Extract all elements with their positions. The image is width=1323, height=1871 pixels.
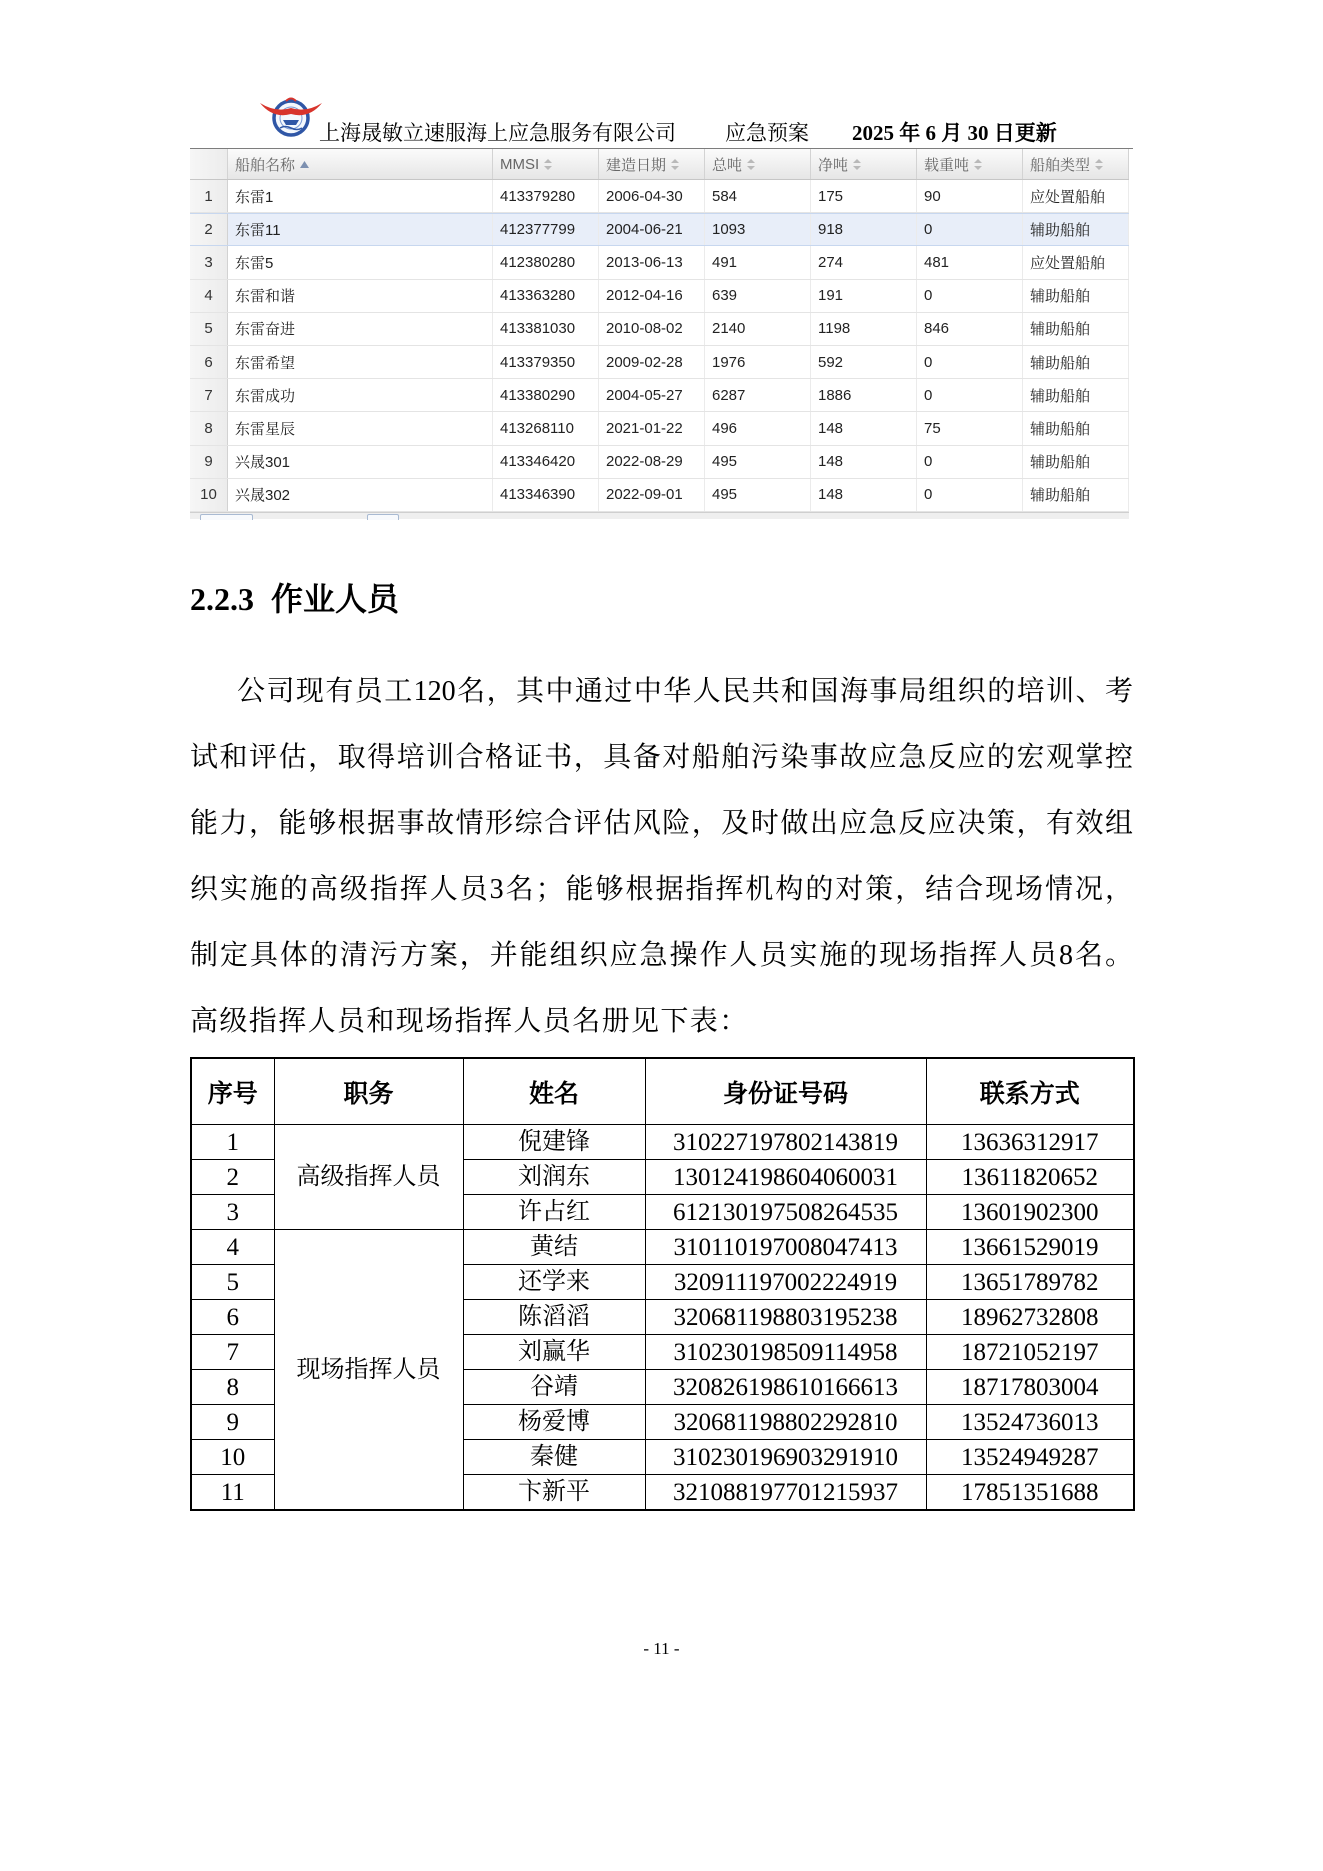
grid-cell-deadweight: 0 <box>917 479 1023 511</box>
personnel-id-number: 310227197802143819 <box>645 1125 926 1160</box>
sort-both-icon <box>747 159 755 170</box>
personnel-header-row <box>191 1058 1134 1125</box>
grid-cell-mmsi: 413380290 <box>493 379 599 411</box>
personnel-id-number: 310230198509114958 <box>645 1335 926 1370</box>
grid-cell-ship-type: 辅助船舶 <box>1023 214 1129 245</box>
grid-cell-mmsi: 413381030 <box>493 313 599 345</box>
grid-cell-mmsi: 413346390 <box>493 479 599 511</box>
personnel-phone: 18962732808 <box>926 1300 1134 1335</box>
grid-cell-ship-type: 应处置船舶 <box>1023 180 1129 212</box>
personnel-name: 刘润东 <box>463 1160 645 1195</box>
personnel-id-number: 320826198610166613 <box>645 1370 926 1405</box>
personnel-id-number: 310110197008047413 <box>645 1230 926 1265</box>
grid-cell-built-date: 2010-08-02 <box>599 313 705 345</box>
grid-header-row-number <box>190 149 228 179</box>
grid-cell-mmsi: 412380280 <box>493 246 599 278</box>
paragraph-line: 高级指挥人员和现场指挥人员名册见下表： <box>190 1006 749 1037</box>
personnel-name: 陈滔滔 <box>463 1300 645 1335</box>
grid-cell-gross-tonnage: 2140 <box>705 313 811 345</box>
grid-cell-gross-tonnage: 496 <box>705 412 811 444</box>
grid-cell-gross-tonnage: 6287 <box>705 379 811 411</box>
grid-cell-deadweight: 90 <box>917 180 1023 212</box>
grid-row-number: 9 <box>190 446 228 478</box>
grid-cell-built-date: 2022-08-29 <box>599 446 705 478</box>
personnel-no: 11 <box>191 1475 274 1511</box>
grid-cell-gross-tonnage: 495 <box>705 479 811 511</box>
personnel-no: 2 <box>191 1160 274 1195</box>
grid-row-number: 1 <box>190 180 228 212</box>
grid-cell-built-date: 2004-06-21 <box>599 214 705 245</box>
grid-row <box>190 379 1129 412</box>
grid-cell-mmsi: 413379280 <box>493 180 599 212</box>
grid-header-label: MMSI <box>500 155 540 173</box>
company-logo <box>259 90 323 138</box>
header-company-name: 上海晟敏立速服海上应急服务有限公司 <box>319 121 676 145</box>
grid-cell-built-date: 2012-04-16 <box>599 280 705 312</box>
personnel-role: 现场指挥人员 <box>274 1230 463 1511</box>
grid-header-label: 建造日期 <box>606 156 667 174</box>
personnel-id-number: 612130197508264535 <box>645 1195 926 1230</box>
grid-pager-button <box>367 514 399 520</box>
grid-cell-deadweight: 846 <box>917 313 1023 345</box>
personnel-id-number: 310230196903291910 <box>645 1440 926 1475</box>
grid-cell-ship-type: 辅助船舶 <box>1023 479 1129 511</box>
personnel-name: 秦健 <box>463 1440 645 1475</box>
personnel-no: 1 <box>191 1125 274 1160</box>
personnel-phone: 13661529019 <box>926 1230 1134 1265</box>
personnel-role: 高级指挥人员 <box>274 1125 463 1230</box>
grid-cell-net-tonnage: 1198 <box>811 313 917 345</box>
grid-cell-net-tonnage: 148 <box>811 446 917 478</box>
section-title: 作业人员 <box>271 581 400 617</box>
grid-cell-ship-type: 辅助船舶 <box>1023 412 1129 444</box>
personnel-name: 许占红 <box>463 1195 645 1230</box>
personnel-name: 卞新平 <box>463 1475 645 1511</box>
grid-row <box>190 180 1129 213</box>
grid-cell-deadweight: 0 <box>917 280 1023 312</box>
header-updated-date: 2025 年 6 月 30 日更新 <box>852 121 1057 145</box>
personnel-no: 5 <box>191 1265 274 1300</box>
grid-header-ship-type <box>1023 149 1129 179</box>
personnel-phone: 18717803004 <box>926 1370 1134 1405</box>
personnel-no: 3 <box>191 1195 274 1230</box>
section-number: 2.2.3 <box>190 581 254 617</box>
page-number: - 11 - <box>643 1639 680 1658</box>
grid-cell-net-tonnage: 191 <box>811 280 917 312</box>
grid-cell-deadweight: 481 <box>917 246 1023 278</box>
grid-cell-mmsi: 413268110 <box>493 412 599 444</box>
personnel-no: 4 <box>191 1230 274 1265</box>
grid-header-ship-name <box>228 149 493 179</box>
paragraph-line: 试和评估，取得培训合格证书，具备对船舶污染事故应急反应的宏观掌控 <box>190 742 1133 773</box>
personnel-phone: 13601902300 <box>926 1195 1134 1230</box>
grid-row-selected <box>190 213 1129 246</box>
grid-cell-deadweight: 0 <box>917 214 1023 245</box>
personnel-phone: 17851351688 <box>926 1475 1134 1511</box>
grid-row-number: 7 <box>190 379 228 411</box>
personnel-name: 谷靖 <box>463 1370 645 1405</box>
personnel-phone: 13651789782 <box>926 1265 1134 1300</box>
sort-both-icon <box>1095 159 1103 170</box>
grid-header-gross-tonnage <box>705 149 811 179</box>
paragraph-line: 制定具体的清污方案，并能组织应急操作人员实施的现场指挥人员8名。 <box>190 940 1133 971</box>
grid-row <box>190 412 1129 445</box>
grid-cell-mmsi: 412377799 <box>493 214 599 245</box>
grid-cell-gross-tonnage: 584 <box>705 180 811 212</box>
grid-header-label: 净吨 <box>818 156 849 174</box>
personnel-name: 还学来 <box>463 1265 645 1300</box>
grid-header-label: 船舶名称 <box>235 156 296 174</box>
grid-cell-deadweight: 75 <box>917 412 1023 444</box>
grid-cell-ship-name: 东雷希望 <box>228 346 493 378</box>
grid-cell-gross-tonnage: 495 <box>705 446 811 478</box>
paragraph-line: 能力，能够根据事故情形综合评估风险，及时做出应急反应决策，有效组 <box>190 808 1133 839</box>
grid-cell-gross-tonnage: 1093 <box>705 214 811 245</box>
header-no: 序号 <box>191 1058 274 1125</box>
sort-both-icon <box>853 159 861 170</box>
grid-cell-net-tonnage: 148 <box>811 479 917 511</box>
grid-cell-net-tonnage: 148 <box>811 412 917 444</box>
sort-asc-icon <box>300 161 309 168</box>
header-phone: 联系方式 <box>926 1058 1134 1125</box>
grid-row <box>190 313 1129 346</box>
personnel-name: 刘赢华 <box>463 1335 645 1370</box>
personnel-phone: 13636312917 <box>926 1125 1134 1160</box>
grid-cell-built-date: 2009-02-28 <box>599 346 705 378</box>
grid-cell-ship-name: 东雷和谐 <box>228 280 493 312</box>
grid-header-built-date <box>599 149 705 179</box>
grid-cell-mmsi: 413346420 <box>493 446 599 478</box>
grid-cell-deadweight: 0 <box>917 379 1023 411</box>
grid-row <box>190 446 1129 479</box>
personnel-table-body <box>191 1125 1134 1511</box>
grid-cell-deadweight: 0 <box>917 446 1023 478</box>
personnel-id-number: 320911197002224919 <box>645 1265 926 1300</box>
grid-row <box>190 346 1129 379</box>
grid-cell-ship-name: 东雷11 <box>228 214 493 245</box>
grid-header-net-tonnage <box>811 149 917 179</box>
grid-header-label: 载重吨 <box>924 156 970 174</box>
paragraph-line: 织实施的高级指挥人员3名；能够根据指挥机构的对策，结合现场情况， <box>190 874 1133 905</box>
vessel-grid <box>190 149 1129 512</box>
grid-cell-ship-name: 兴晟301 <box>228 446 493 478</box>
grid-row-number: 2 <box>190 214 228 245</box>
grid-cell-ship-name: 东雷成功 <box>228 379 493 411</box>
grid-row-number: 5 <box>190 313 228 345</box>
grid-row-number: 8 <box>190 412 228 444</box>
grid-cell-mmsi: 413379350 <box>493 346 599 378</box>
personnel-table <box>190 1057 1135 1511</box>
personnel-id-number: 320681198802292810 <box>645 1405 926 1440</box>
personnel-phone: 13611820652 <box>926 1160 1134 1195</box>
grid-cell-built-date: 2004-05-27 <box>599 379 705 411</box>
grid-cell-gross-tonnage: 639 <box>705 280 811 312</box>
grid-cell-ship-type: 辅助船舶 <box>1023 446 1129 478</box>
grid-row-number: 3 <box>190 246 228 278</box>
sort-both-icon <box>974 159 982 170</box>
personnel-id-number: 320681198803195238 <box>645 1300 926 1335</box>
grid-cell-ship-name: 东雷5 <box>228 246 493 278</box>
grid-header-mmsi <box>493 149 599 179</box>
grid-row-number: 10 <box>190 479 228 511</box>
grid-cell-gross-tonnage: 1976 <box>705 346 811 378</box>
grid-cell-ship-name: 兴晟302 <box>228 479 493 511</box>
grid-cell-ship-name: 东雷星辰 <box>228 412 493 444</box>
personnel-row <box>191 1230 1134 1265</box>
grid-cell-net-tonnage: 592 <box>811 346 917 378</box>
personnel-row <box>191 1125 1134 1160</box>
section-heading <box>190 579 399 619</box>
grid-cell-ship-type: 应处置船舶 <box>1023 246 1129 278</box>
grid-cell-gross-tonnage: 491 <box>705 246 811 278</box>
personnel-phone: 18721052197 <box>926 1335 1134 1370</box>
personnel-phone: 13524949287 <box>926 1440 1134 1475</box>
grid-cell-net-tonnage: 1886 <box>811 379 917 411</box>
grid-cell-deadweight: 0 <box>917 346 1023 378</box>
personnel-no: 7 <box>191 1335 274 1370</box>
grid-header-deadweight <box>917 149 1023 179</box>
personnel-name: 黄结 <box>463 1230 645 1265</box>
header-id-number: 身份证号码 <box>645 1058 926 1125</box>
personnel-no: 9 <box>191 1405 274 1440</box>
grid-header-label: 总吨 <box>712 156 743 174</box>
grid-cell-ship-type: 辅助船舶 <box>1023 346 1129 378</box>
grid-header-row <box>190 149 1129 180</box>
body-paragraph <box>190 659 1133 1055</box>
grid-cell-built-date: 2013-06-13 <box>599 246 705 278</box>
grid-pager-button <box>200 514 253 520</box>
grid-cell-net-tonnage: 274 <box>811 246 917 278</box>
grid-cell-ship-type: 辅助船舶 <box>1023 379 1129 411</box>
grid-pager-strip <box>190 512 1129 519</box>
grid-cell-built-date: 2006-04-30 <box>599 180 705 212</box>
personnel-id-number: 130124198604060031 <box>645 1160 926 1195</box>
company-logo-graphic <box>259 90 323 138</box>
personnel-no: 10 <box>191 1440 274 1475</box>
personnel-name: 倪建锋 <box>463 1125 645 1160</box>
grid-cell-ship-type: 辅助船舶 <box>1023 313 1129 345</box>
personnel-phone: 13524736013 <box>926 1405 1134 1440</box>
personnel-name: 杨爱博 <box>463 1405 645 1440</box>
header-role: 职务 <box>274 1058 463 1125</box>
grid-row <box>190 280 1129 313</box>
grid-row <box>190 246 1129 279</box>
grid-cell-net-tonnage: 175 <box>811 180 917 212</box>
grid-cell-built-date: 2021-01-22 <box>599 412 705 444</box>
grid-cell-built-date: 2022-09-01 <box>599 479 705 511</box>
personnel-no: 8 <box>191 1370 274 1405</box>
grid-cell-net-tonnage: 918 <box>811 214 917 245</box>
grid-cell-ship-type: 辅助船舶 <box>1023 280 1129 312</box>
grid-row <box>190 479 1129 512</box>
grid-row-number: 6 <box>190 346 228 378</box>
sort-both-icon <box>544 159 552 170</box>
sort-both-icon <box>671 159 679 170</box>
paragraph-line: 公司现有员工120名，其中通过中华人民共和国海事局组织的培训、考 <box>237 676 1133 707</box>
grid-cell-ship-name: 东雷奋进 <box>228 313 493 345</box>
grid-cell-ship-name: 东雷1 <box>228 180 493 212</box>
header-document-type: 应急预案 <box>725 121 809 145</box>
grid-cell-mmsi: 413363280 <box>493 280 599 312</box>
personnel-no: 6 <box>191 1300 274 1335</box>
header-name: 姓名 <box>463 1058 645 1125</box>
personnel-id-number: 321088197701215937 <box>645 1475 926 1511</box>
grid-row-number: 4 <box>190 280 228 312</box>
grid-header-label: 船舶类型 <box>1030 156 1091 174</box>
